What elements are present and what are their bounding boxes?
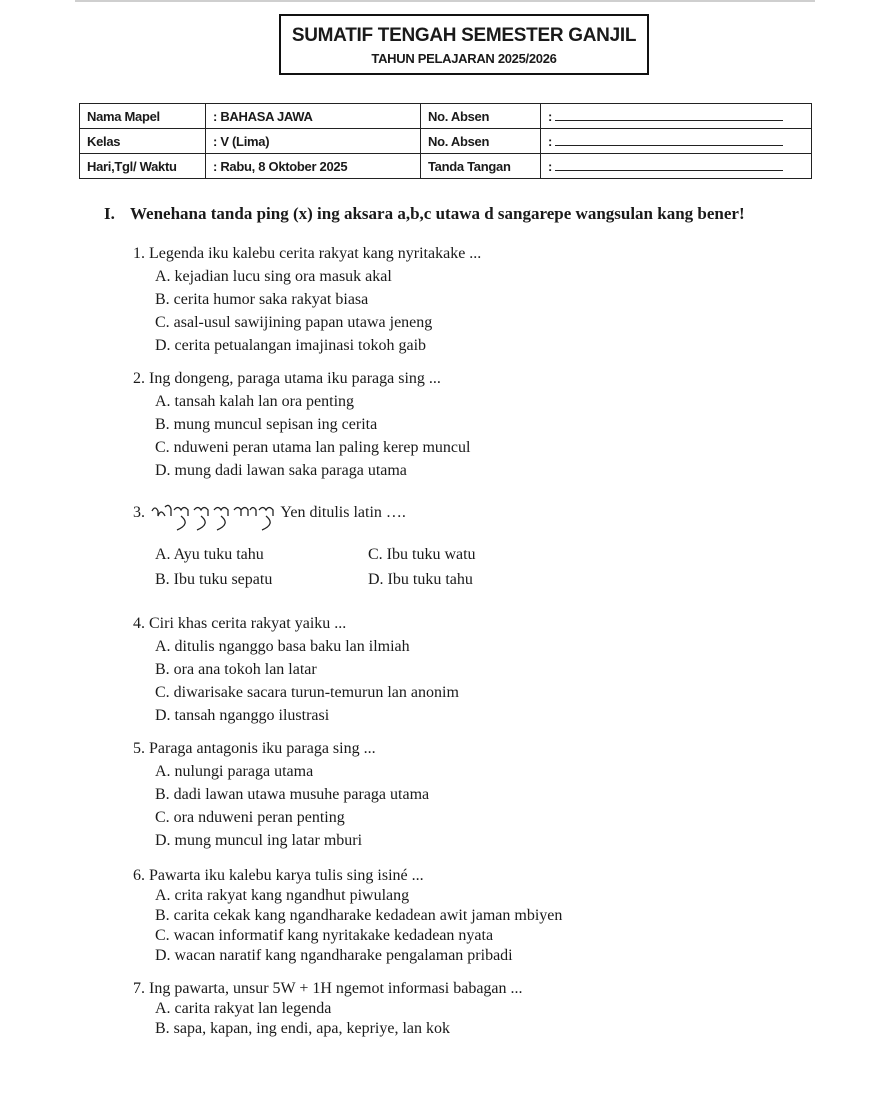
blank-line: [555, 158, 783, 171]
label-date: Hari,Tgl/ Waktu: [80, 154, 206, 179]
question-3: [133, 501, 406, 531]
option-5b[interactable]: B. dadi lawan utawa musuhe paraga utama: [155, 786, 430, 803]
option-6c[interactable]: C. wacan informatif kang nyritakake kedadean nyata: [155, 927, 494, 944]
question-3-text: Yen ditulis latin ….: [280, 504, 406, 521]
question-5: 5. Paraga antagonis iku paraga sing ...: [133, 740, 376, 757]
option-3a[interactable]: A. Ayu tuku tahu: [155, 546, 264, 563]
label-subject: Nama Mapel: [80, 104, 206, 129]
option-3d[interactable]: D. Ibu tuku tahu: [368, 571, 473, 588]
option-7a[interactable]: A. carita rakyat lan legenda: [155, 1000, 332, 1017]
colon: :: [548, 159, 553, 174]
option-4a[interactable]: A. ditulis nganggo basa baku lan ilmiah: [155, 638, 410, 655]
value-subject: : BAHASA JAWA: [206, 104, 421, 129]
option-6d[interactable]: D. wacan naratif kang ngandharake pengalaman pribadi: [155, 947, 513, 964]
option-2d[interactable]: D. mung dadi lawan saka paraga utama: [155, 462, 407, 479]
option-2a[interactable]: A. tansah kalah lan ora penting: [155, 393, 355, 410]
title-box: [279, 14, 649, 75]
question-6: 6. Pawarta iku kalebu karya tulis sing isiné ...: [133, 867, 424, 884]
signature-field[interactable]: [541, 154, 812, 179]
question-2: 2. Ing dongeng, paraga utama iku paraga sing ...: [133, 370, 441, 387]
table-row: [80, 154, 812, 179]
student-info-table: [79, 103, 812, 179]
section-number: I.: [104, 204, 115, 223]
option-1b[interactable]: B. cerita humor saka rakyat biasa: [155, 291, 369, 308]
table-row: [80, 129, 812, 154]
top-divider: [75, 0, 815, 2]
option-4c[interactable]: C. diwarisake sacara turun-temurun lan anonim: [155, 684, 459, 701]
section-instruction: [104, 204, 745, 224]
javanese-script-image: [149, 501, 277, 531]
question-1: 1. Legenda iku kalebu cerita rakyat kang nyritakake ...: [133, 245, 482, 262]
exam-title: SUMATIF TENGAH SEMESTER GANJIL: [291, 25, 637, 46]
option-5c[interactable]: C. ora nduweni peran penting: [155, 809, 345, 826]
value-date: : Rabu, 8 Oktober 2025: [206, 154, 421, 179]
absence-number-field[interactable]: [541, 129, 812, 154]
label-signature: Tanda Tangan: [421, 154, 541, 179]
option-3b[interactable]: B. Ibu tuku sepatu: [155, 571, 273, 588]
exam-subtitle: TAHUN PELAJARAN 2025/2026: [371, 51, 557, 66]
label-name: No. Absen: [421, 104, 541, 129]
option-6b[interactable]: B. carita cekak kang ngandharake kedadean awit jaman mbiyen: [155, 907, 563, 924]
option-6a[interactable]: A. crita rakyat kang ngandhut piwulang: [155, 887, 410, 904]
option-3c[interactable]: C. Ibu tuku watu: [368, 546, 476, 563]
label-class: Kelas: [80, 129, 206, 154]
option-2b[interactable]: B. mung muncul sepisan ing cerita: [155, 416, 378, 433]
option-1a[interactable]: A. kejadian lucu sing ora masuk akal: [155, 268, 392, 285]
option-5d[interactable]: D. mung muncul ing latar mburi: [155, 832, 363, 849]
blank-line: [555, 108, 783, 121]
colon: :: [548, 109, 553, 124]
option-1d[interactable]: D. cerita petualangan imajinasi tokoh gaib: [155, 337, 427, 354]
instruction-text: Wenehana tanda ping (x) ing aksara a,b,c utawa d sangarepe wangsulan kang bener!: [130, 204, 745, 223]
table-row: [80, 104, 812, 129]
option-4d[interactable]: D. tansah nganggo ilustrasi: [155, 707, 330, 724]
option-5a[interactable]: A. nulungi paraga utama: [155, 763, 314, 780]
value-class: : V (Lima): [206, 129, 421, 154]
question-3-number: 3.: [133, 504, 145, 521]
question-4: 4. Ciri khas cerita rakyat yaiku ...: [133, 615, 347, 632]
option-2c[interactable]: C. nduweni peran utama lan paling kerep muncul: [155, 439, 471, 456]
blank-line: [555, 133, 783, 146]
question-7: 7. Ing pawarta, unsur 5W + 1H ngemot informasi babagan ...: [133, 980, 523, 997]
option-4b[interactable]: B. ora ana tokoh lan latar: [155, 661, 317, 678]
name-field[interactable]: [541, 104, 812, 129]
option-1c[interactable]: C. asal-usul sawijining papan utawa jeneng: [155, 314, 433, 331]
colon: :: [548, 134, 553, 149]
option-7b[interactable]: B. sapa, kapan, ing endi, apa, kepriye, lan kok: [155, 1020, 451, 1037]
label-absence-number: No. Absen: [421, 129, 541, 154]
